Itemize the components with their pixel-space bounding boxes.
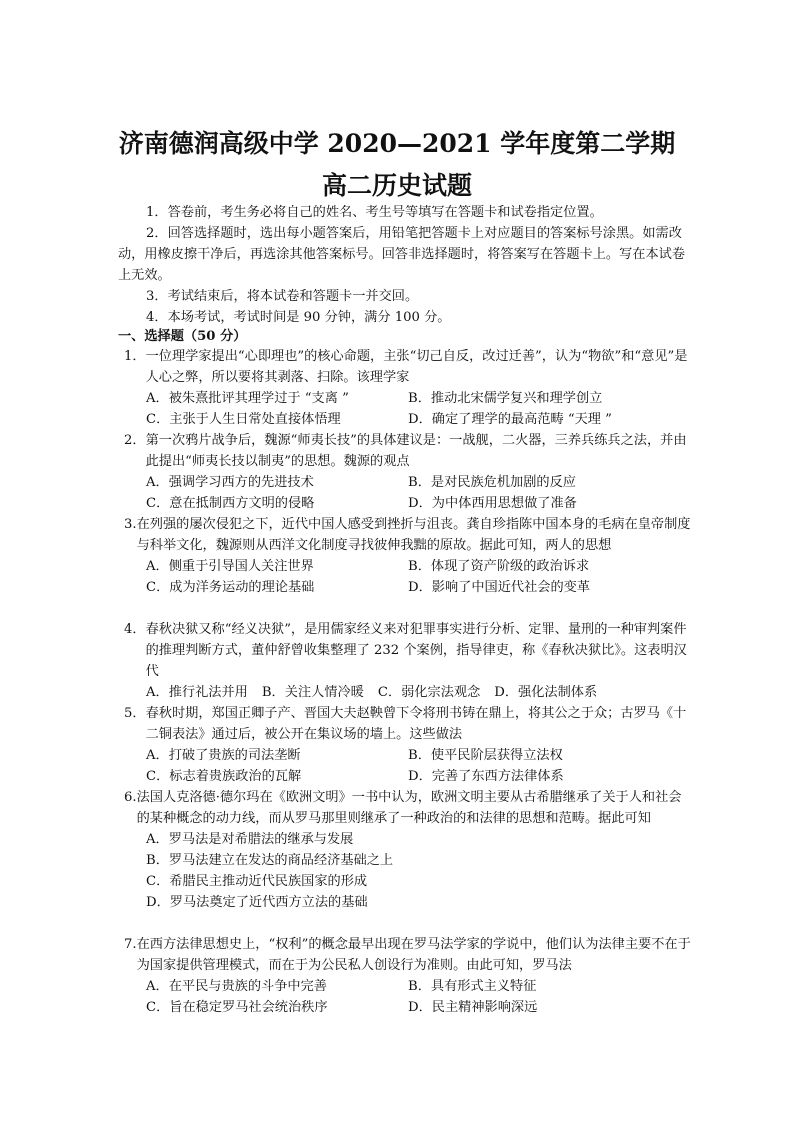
exam-subtitle: 高二历史试题: [321, 171, 472, 200]
option-b: B．体现了资产阶级的政治诉求: [408, 559, 590, 574]
question-3: [124, 514, 694, 598]
option-a: A．在平民与贵族的斗争中完善: [146, 979, 327, 994]
question-number: 7.: [124, 937, 137, 952]
question-2: [124, 430, 694, 514]
exam-title: 济南德润高级中学 2020—2021 学年度第二学期: [118, 129, 676, 158]
option-a: A．被朱熹批评其理学过于 “支离 ”: [146, 391, 349, 406]
option-b: B．使平民阶层获得立法权: [408, 748, 563, 763]
question-stem: 春秋决狱又称“经义决狱”，是用儒家经义来对犯罪事实进行分析、定罪、量刑的一种审判案件的推理判断方式，董仲舒曾收集整理了 232 个案例，指导律吏，称《春秋决狱比》。这表明汉代: [145, 622, 687, 679]
option-a: A．推行礼法并用: [146, 685, 248, 700]
option-d: D．完善了东西方法律体系: [408, 769, 564, 784]
question-stem: 在西方法律思想史上，“权利”的概念最早出现在罗马法学家的学说中，他们认为法律主要不在于为国家提供管理模式，而在于为公民私人创设行为准则。由此可知，罗马法: [136, 937, 691, 973]
option-b: B．具有形式主义特征: [408, 979, 537, 994]
option-b: B．关注人情冷暖: [261, 685, 364, 700]
option-a: A．罗马法是对希腊法的继承与发展: [146, 832, 354, 847]
instruction-3: 3．考试结束后，将本试卷和答题卡一并交回。: [146, 289, 419, 304]
question-stem: 一位理学家提出“心即理也”的核心命题，主张“切己自反，改过迁善”，认为“物欲”和“意见”是人心之弊，所以要将其剥落、扫除。该理学家: [145, 349, 688, 385]
question-stem: 春秋时期，郑国正卿子产、晋国大夫赵鞅曾下令将刑书铸在鼎上，将其公之于众；古罗马《十二铜表法》通过后，被公开在集议场的墙上。这些做法: [145, 706, 687, 742]
question-number: 6.: [124, 790, 137, 805]
option-d: D．确定了理学的最高范畴 “天理 ”: [408, 412, 612, 427]
question-number: 1．: [124, 349, 146, 364]
question-number: 2．: [124, 433, 146, 448]
option-b: B．罗马法建立在发达的商品经济基础之上: [146, 853, 394, 868]
option-c: C．旨在稳定罗马社会统治秩序: [146, 1000, 328, 1015]
option-a: A．强调学习西方的先进技术: [146, 475, 314, 490]
question-7: [124, 934, 694, 1018]
question-number: 5．: [124, 706, 146, 721]
option-d: D．影响了中国近代社会的变革: [408, 580, 591, 595]
question-number: 3.: [124, 517, 137, 532]
question-1: [124, 346, 694, 430]
question-stem: 在列强的屡次侵犯之下，近代中国人感受到挫折与沮丧。龚自珍指陈中国本身的毛病在皇帝制度与科举文化，魏源则从西洋文化制度寻找彼伸我黜的原故。据此可知，两人的思想: [136, 517, 691, 553]
instruction-4: 4．本场考试，考试时间是 90 分钟，满分 100 分。: [146, 310, 451, 325]
question-4: [124, 619, 694, 703]
option-c: C．主张于人生日常处直接体悟理: [146, 412, 341, 427]
question-5: [124, 703, 694, 787]
option-d: D．民主精神影响深远: [408, 1000, 538, 1015]
option-d: D．强化法制体系: [494, 685, 598, 700]
question-number: 4．: [124, 622, 146, 637]
question-stem: 法国人克洛德·德尔玛在《欧洲文明》一书中认为，欧洲文明主要从古希腊继承了关于人和社会的某种概念的动力线，而从罗马那里则继承了一种政治的和法律的思想和范畴。据此可知: [136, 790, 682, 826]
instruction-1: 1．答卷前，考生务必将自己的姓名、考生号等填写在答题卡和试卷指定位置。: [146, 205, 603, 220]
instructions: [118, 202, 688, 328]
option-b: B．是对民族危机加剧的反应: [408, 475, 576, 490]
option-d: D．罗马法奠定了近代西方立法的基础: [146, 895, 368, 910]
option-c: C．弱化宗法观念: [377, 685, 481, 700]
option-b: B．推动北宋儒学复兴和理学创立: [408, 391, 603, 406]
question-6: [124, 787, 694, 913]
section-heading: 一、选择题（50 分）: [118, 329, 247, 344]
option-d: D．为中体西用思想做了准备: [408, 496, 577, 511]
option-a: A．侧重于引导国人关注世界: [146, 559, 314, 574]
option-c: C．意在抵制西方文明的侵略: [146, 496, 315, 511]
option-a: A．打破了贵族的司法垄断: [146, 748, 301, 763]
option-c: C．希腊民主推动近代民族国家的形成: [146, 874, 368, 889]
option-c: C．成为洋务运动的理论基础: [146, 580, 315, 595]
instruction-2: 2．回答选择题时，选出每小题答案后，用铅笔把答题卡上对应题目的答案标号涂黑。如需改动，用橡皮擦干净后，再选涂其他答案标号。回答非选择题时，将答案写在答题卡上。写在本试卷上无效。: [118, 226, 686, 283]
question-stem: 第一次鸦片战争后，魏源“师夷长技”的具体建议是：一战舰，二火器，三养兵练兵之法，并由此提出“师夷长技以制夷”的思想。魏源的观点: [145, 433, 687, 469]
option-c: C．标志着贵族政治的瓦解: [146, 769, 302, 784]
